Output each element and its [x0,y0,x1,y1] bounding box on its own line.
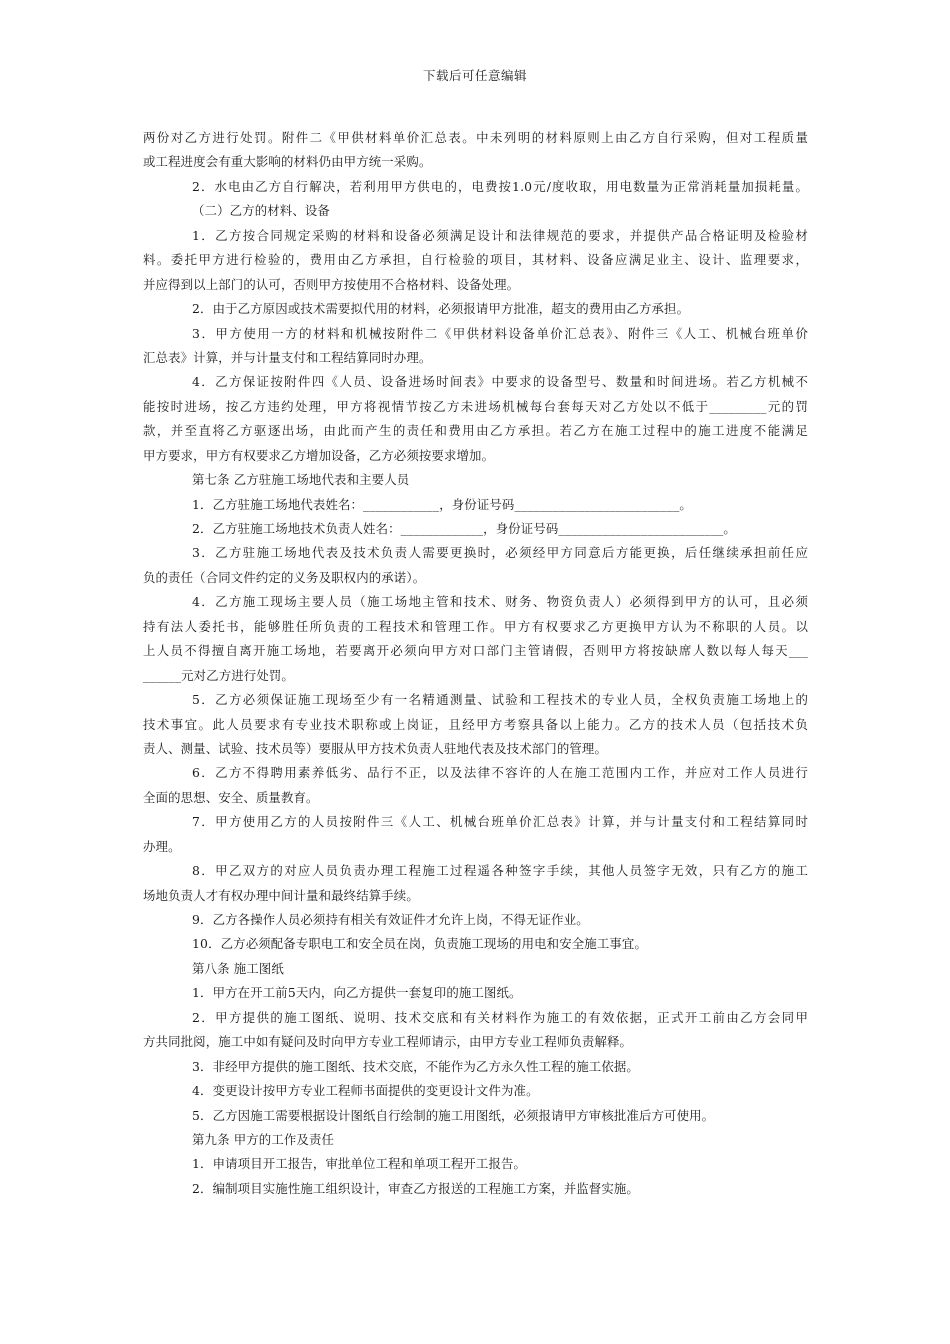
text-line: 甲方要求，甲方有权要求乙方增加设备，乙方必须按要求增加。 [143,447,495,463]
text-line: 责人、测量、试验、技术员等）要服从甲方技术负责人驻地代表及技术部门的管理。 [143,740,608,756]
text-line: 负的责任（合同文件约定的义务及职权内的承诺）。 [143,569,426,585]
text-line: （二）乙方的材料、设备 [192,203,330,219]
text-line: 第九条 甲方的工作及责任 [192,1131,335,1147]
text-line: 1．甲方在开工前5天内，向乙方提供一套复印的施工图纸。 [192,985,522,1001]
text-line: 两份对乙方进行处罚。附件二《甲供材料单价汇总表。中未列明的材料原则上由乙方自行采购，但对工程质量 [143,130,808,145]
text-line: ______元对乙方进行处罚。 [143,667,294,683]
text-line: 第七条 乙方驻施工场地代表和主要人员 [192,472,410,488]
text-line: 4．乙方保证按附件四《人员、设备进场时间表》中要求的设备型号、数量和时间进场。若乙方机械不 [192,374,808,390]
text-line: 全面的思想、安全、质量教育。 [143,789,319,805]
page-header: 下载后可任意编辑 [422,68,527,83]
text-line: 6．乙方不得聘用素养低劣、品行不正，以及法律不容许的人在施工范围内工作，并应对工作人员进行 [192,765,808,781]
text-line: 场地负责人才有权办理中间计量和最终结算手续。 [143,887,419,903]
text-line: 并应得到以上部门的认可，否则甲方按使用不合格材料、设备处理。 [143,276,520,292]
text-line: 2．编制项目实施性施工组织设计，审查乙方报送的工程施工方案，并监督实施。 [192,1180,639,1196]
document-body [143,126,808,1201]
text-line: 4．乙方施工现场主要人员（施工场地主管和技术、财务、物资负责人）必须得到甲方的认可，且必须 [192,594,808,610]
text-line: 或工程进度会有重大影响的材料仍由甲方统一采购。 [143,154,432,170]
text-line: 2．水电由乙方自行解决，若利用甲方供电的，电费按1.0元/度收取，用电数量为正常消耗量加损耗量。 [192,178,808,194]
text-line: 1．申请项目开工报告，审批单位工程和单项工程开工报告。 [192,1156,527,1172]
text-line: 10．乙方必须配备专职电工和安全员在岗，负责施工现场的用电和安全施工事宜。 [192,936,647,952]
text-line: 2．甲方提供的施工图纸、说明、技术交底和有关材料作为施工的有效依据，正式开工前由乙方会同甲 [192,1009,808,1025]
text-line: 技术事宜。此人员要求有专业技术职称或上岗证，且经甲方考察具备以上能力。乙方的技术人员（包括技术负 [143,716,808,732]
text-line: 款，并至直将乙方驱逐出场，由此而产生的责任和费用由乙方承担。若乙方在施工过程中的施工进度不能满足 [143,423,808,439]
text-line: 3．乙方驻施工场地代表及技术负责人需要更换时，必须经甲方同意后方能更换，后任继续承担前任应 [192,545,808,561]
text-line: 1．乙方按合同规定采购的材料和设备必须满足设计和法律规范的要求，并提供产品合格证明及检验材 [192,227,808,243]
text-line: 上人员不得擅自离开施工场地，若要离开必须向甲方对口部门主管请假，否则甲方将按缺席人数以每人每天___ [143,643,808,659]
text-line: 料。委托甲方进行检验的，费用由乙方承担，自行检验的项目，其材料、设备应满足业主、设计、监理要求， [143,252,808,268]
text-line: 方共同批阅，施工中如有疑问及时向甲方专业工程师请示，由甲方专业工程师负责解释。 [143,1034,633,1050]
text-line: 7．甲方使用乙方的人员按附件三《人工、机械台班单价汇总表》计算，并与计量支付和工程结算同时 [192,814,808,830]
text-line: 9．乙方各操作人员必须持有相关有效证件才允许上岗，不得无证作业。 [192,912,589,927]
text-line: 3．非经甲方提供的施工图纸、技术交底，不能作为乙方永久性工程的施工依据。 [192,1058,639,1074]
text-line: 5．乙方必须保证施工现场至少有一名精通测量、试验和工程技术的专业人员，全权负责施工场地上的 [192,692,808,708]
text-line: 第八条 施工图纸 [192,960,284,976]
text-line: 8．甲乙双方的对应人员负责办理工程施工过程遥各种签字手续，其他人员签字无效，只有乙方的施工 [192,863,808,879]
text-line: 持有法人委托书，能够胜任所负责的工程技术和管理工作。甲方有权要求乙方更换甲方认为不称职的人员。以 [143,618,808,634]
text-line: 5．乙方因施工需要根据设计图纸自行绘制的施工用图纸，必须报请甲方审核批准后方可使用。 [192,1107,715,1123]
text-line: 2．由于乙方原因或技术需要拟代用的材料，必须报请甲方批准，超支的费用由乙方承担。 [192,301,690,317]
text-line: 办理。 [143,838,181,854]
text-line: 汇总表》计算，并与计量支付和工程结算同时办理。 [143,349,432,365]
text-line: 4．变更设计按甲方专业工程师书面提供的变更设计文件为准。 [192,1083,539,1099]
text-line: 2．乙方驻施工场地技术负责人姓名：_____________，身份证号码__________________________。 [192,521,736,536]
text-line: 能按时进场，按乙方违约处理，甲方将视情节按乙方未进场机械每台套每天对乙方处以不低于_________元的罚 [143,398,808,414]
text-line: 1．乙方驻施工场地代表姓名：____________，身份证号码__________________________。 [192,496,692,512]
text-line: 3．甲方使用一方的材料和机械按附件二《甲供材料设备单价汇总表》、附件三《人工、机械台班单价 [192,325,808,341]
